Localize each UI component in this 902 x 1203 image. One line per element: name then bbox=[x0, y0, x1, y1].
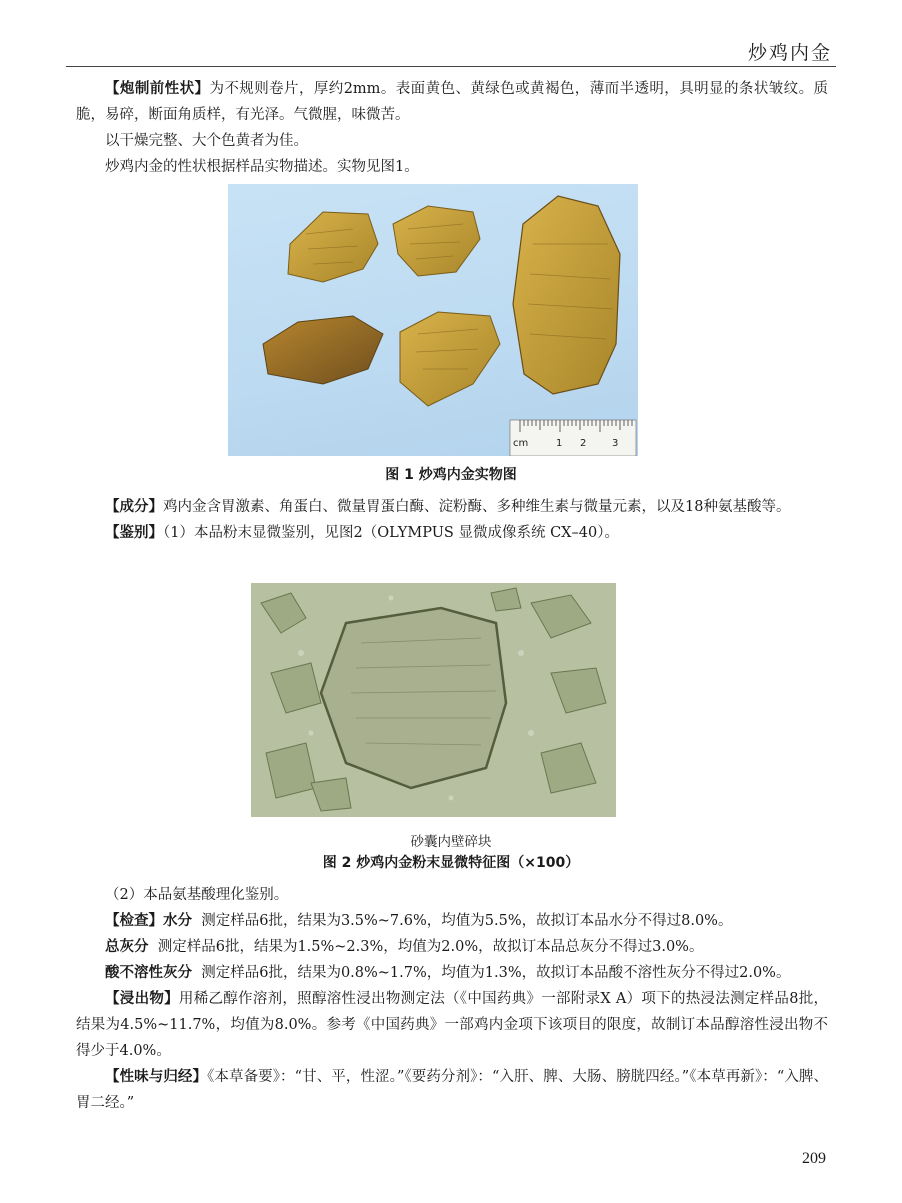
text-acid-ash: 测定样品6批，结果为0.8%~1.7%，均值为1.3%，故拟订本品酸不溶性灰分不得过2.0%。 bbox=[201, 965, 791, 981]
label-extract: 【浸出物】 bbox=[105, 991, 179, 1007]
specimen-piece bbox=[288, 212, 378, 282]
figure1-photo bbox=[228, 184, 638, 456]
header-rule bbox=[66, 66, 836, 67]
page-number: 209 bbox=[802, 1150, 826, 1167]
text-composition: 鸡内金含胃激素、角蛋白、微量胃蛋白酶、淀粉酶、多种维生素与微量元素，以及18种氨基酸等。 bbox=[163, 499, 791, 515]
text-extract: 用稀乙醇作溶剂，照醇溶性浸出物测定法（《中国药典》一部附录Ⅹ A）项下的热浸法测定样品8批，结果为4.5%~11.7%，均值为8.0%。参考《中国药典》一部鸡内金项下该项目的限度，故制订本品醇溶性浸出物不得少于4.0%。 bbox=[76, 991, 829, 1059]
running-title: 炒鸡内金 bbox=[747, 42, 832, 64]
text-characteristics: 为不规则卷片，厚约2mm。表面黄色、黄绿色或黄褐色，薄而半透明，具明显的条状皱纹。质脆，易碎，断面角质样，有光泽。气微腥，味微苦。 bbox=[76, 81, 828, 123]
label-water: 水分 bbox=[163, 913, 192, 929]
figure1-drawing bbox=[228, 184, 638, 456]
section-characteristics bbox=[76, 76, 828, 180]
ruler-number: 3 bbox=[612, 438, 619, 449]
text-identification: （1）本品粉末显微鉴别，见图2（OLYMPUS 显微成像系统 CX–40）。 bbox=[163, 525, 619, 541]
label-inspection: 【检查】 bbox=[105, 913, 163, 929]
figure2-drawing bbox=[251, 583, 616, 817]
text-figure-ref: 炒鸡内金的性状根据样品实物描述。实物见图1。 bbox=[105, 159, 419, 175]
ruler-number: 2 bbox=[580, 438, 587, 449]
label-composition: 【成分】 bbox=[105, 499, 163, 515]
figure1-caption: 图 1 炒鸡内金实物图 bbox=[385, 467, 517, 483]
label-identification: 【鉴别】 bbox=[105, 525, 163, 541]
figure2-caption: 图 2 炒鸡内金粉末显微特征图（×100） bbox=[322, 855, 580, 871]
specimen-piece bbox=[393, 206, 480, 276]
label-total-ash: 总灰分 bbox=[105, 939, 149, 955]
figure2-micrograph bbox=[251, 583, 616, 817]
text-quality: 以干燥完整、大个色黄者为佳。 bbox=[105, 133, 308, 149]
gizzard-fragment bbox=[321, 608, 506, 788]
label-nature: 【性味与归经】 bbox=[105, 1069, 208, 1085]
label-characteristics: 【炮制前性状】 bbox=[105, 81, 210, 97]
specimen-piece bbox=[263, 316, 383, 384]
label-acid-ash: 酸不溶性灰分 bbox=[105, 965, 192, 981]
figure2-subcaption: 砂囊内壁碎块 bbox=[410, 834, 492, 850]
specimen-piece bbox=[513, 196, 620, 394]
text-total-ash: 测定样品6批，结果为1.5%~2.3%，均值为2.0%，故拟订本品总灰分不得过3.0%。 bbox=[157, 939, 704, 955]
text-identification2: （2）本品氨基酸理化鉴别。 bbox=[105, 887, 289, 903]
ruler-label: cm bbox=[513, 438, 529, 449]
specimen-piece bbox=[400, 312, 500, 406]
section-tests bbox=[76, 882, 828, 1116]
ruler-number: 1 bbox=[556, 438, 563, 449]
text-water: 测定样品6批，结果为3.5%~7.6%，均值为5.5%，故拟订本品水分不得过8.0%。 bbox=[201, 913, 733, 929]
text-nature: 《本草备要》：“甘、平，性涩。”《要药分剂》：“入肝、脾、大肠、膀胱四经。”《本草再新》：“入脾、胃二经。” bbox=[76, 1069, 829, 1111]
section-composition bbox=[76, 494, 828, 546]
